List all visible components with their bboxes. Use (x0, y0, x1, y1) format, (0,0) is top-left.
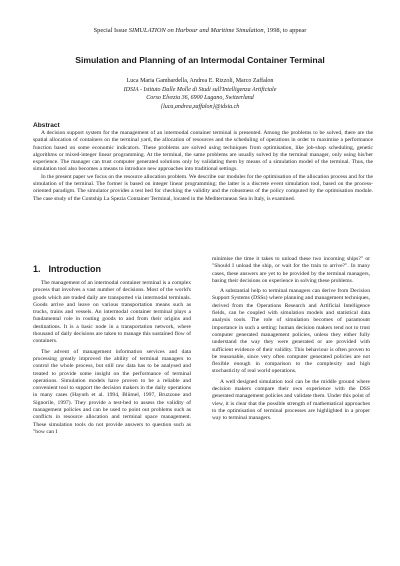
body-paragraph: A substantial help to terminal managers can derive from Decision Support Systems (DSSs) where planning and management techniques, derived from the Operations Research and Artificial Intelligence fields, can be coupled with simulation models and statistical data analysis tools. The role of simulation becomes of paramount importance in such a setting: human decision makers tend not to trust computer generated management policies, unless they either fully understand the way they were generated or are provided with sufficient evidence of their validity. This behaviour is often proven to be reasonable, since very often computer generated policies are not flexible enough in comparison to the complexity and high stochasticity of real world operations. (212, 288, 370, 375)
body-paragraph: minimise the time it takes to unload these two incoming ships?" or "Should I unload the ship, or wait for the train to arrive?". In many cases, these answers are yet to be provided by the terminal managers, basing their decisions on experience in solving these problems. (212, 256, 370, 284)
section-heading-introduction (33, 264, 191, 275)
section-number: 1. (33, 264, 41, 274)
body-paragraph: The management of an intermodal container terminal is a complex process that involves a vast number of decisions. Most of the world's goods which are traded daily are transported via intermodal terminals. Goods arrive and leave on various transportation means such as trucks, trains and vessels. An intermodal container terminal plays a fundamental role in routing goods to and from their origins and destinations. It is a basic node in a transportation network, where thousand of daily decisions are taken to manage this sustained flow of containers. (33, 280, 191, 345)
header-prefix: Special Issue (93, 27, 129, 34)
author-email: {luca,andrea,zaffalon}@idsia.ch (160, 103, 240, 110)
body-paragraph: A well designed simulation tool can be the middle ground where decision makers compare their own experience with the DSS generated management policies and validate them. Under this point of view, it is clear that the possible strength of mathematical approaches to the optimisation of terminal processes are highlighted in a proper way to terminal managers. (212, 378, 370, 422)
header-suffix: , 1998, to appear (263, 27, 307, 34)
abstract-paragraph: In the present paper we focus on the resource allocation problem. We describe our modules for the optimisation of the allocation process and for the simulation of the terminal. The former is based on integer linear programming; the latter is a discrete event simulation tool, based on the process-oriented paradigm. The simulator provides a test bed for checking the validity and the robustness of the policy computed by the optimisation module. The case study of the Contship La Spezia Container Terminal, located in the Mediterranean Sea in Italy, is examined. (33, 173, 373, 202)
author-names: Luca Maria Gambardella, Andrea E. Rizzoli, Marco Zaffalon (126, 78, 274, 84)
author-affiliation: IDSIA - Istituto Dalle Molle di Studi sull'Intelligenza Artificiale (123, 86, 277, 93)
header-journal: SIMULATION on Harbour and Maritime Simulation (128, 27, 264, 34)
author-address: Corso Elvezia 36, 6900 Lugano, Switzerland (146, 95, 254, 101)
abstract-paragraph: A decision support system for the management of an intermodal container terminal is presented. Among the problems to be solved, there are the spatial allocation of containers on the terminal yard, the allocation of resources and the scheduling of operations in order to maximise a performance function based on some economic indicators. These problems are solved using techniques from optimisation, like job-shop scheduling, genetic algorithms or mixed-integer linear programming. At the terminal, the same problems are usually solved by the terminal manager, only using his/her experience. The manager can trust computer generated solutions only by validating them by means of a simulation model of the terminal. Thus, the simulation tool also becomes a means to introduce new approaches into traditional settings. (33, 130, 373, 173)
abstract-body (33, 130, 373, 203)
right-column (212, 256, 370, 426)
abstract-heading: Abstract (33, 122, 60, 129)
running-header (0, 27, 400, 35)
paper-title: Simulation and Planning of an Intermodal Container Terminal (75, 55, 325, 65)
section-title: Introduction (48, 264, 102, 274)
author-block (0, 77, 400, 111)
left-column (33, 264, 191, 439)
body-paragraph: The advent of management information services and data processing greatly improved the ability of terminal managers to control the whole process, but still raw data has to be analysed and treated to provide some insight on the performance of terminal operations. Simulation models have proven to be a reliable and convenient tool to support the decision makers in the daily operations in many cases (Hayuth et al. 1994, Blümel, 1997, Bruzzone and Signorile, 1997). They provide a test-bed to assess the validity of management policies and can be used to point out problems such as conflicts in resource allocation and terminal space management. These simulation tools do not provide answers to question such as "how can I (33, 348, 191, 435)
